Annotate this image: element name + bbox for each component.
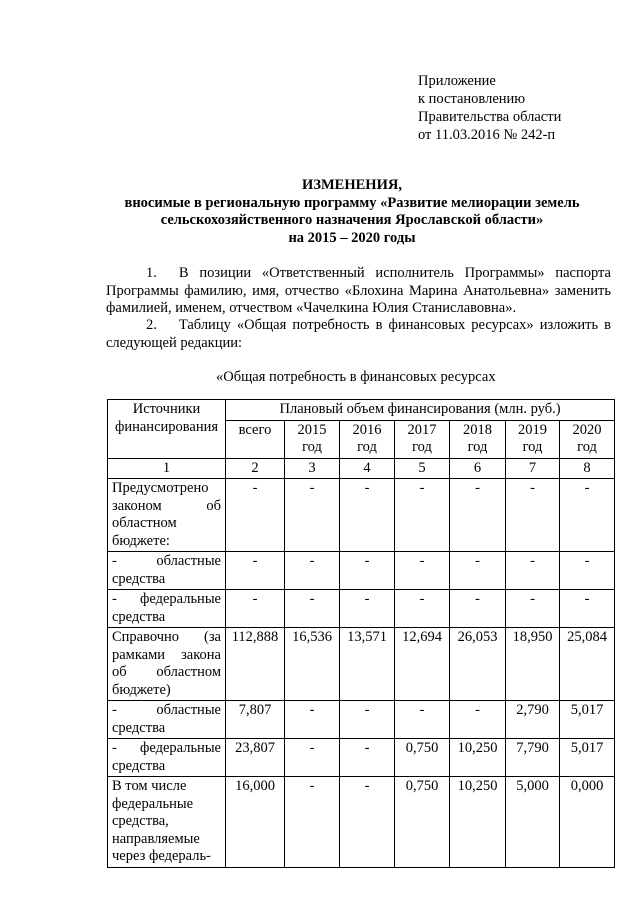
- title-line: ИЗМЕНЕНИЯ,: [302, 177, 402, 193]
- value-cell: -: [560, 552, 615, 590]
- appendix-line: к постановлению: [418, 91, 526, 107]
- source-cell: - областные средства: [108, 552, 226, 590]
- source-cell: Справочно (за рамками закона об областном бюджете): [108, 628, 226, 701]
- source-cell: - федеральные средства: [108, 590, 226, 628]
- column-number-row: [108, 458, 615, 479]
- value-cell: 16,000: [226, 777, 285, 868]
- value-cell: 5,000: [506, 777, 560, 868]
- financing-table: [107, 399, 615, 868]
- column-number: 6: [450, 458, 506, 479]
- header-year: 2015 год: [285, 420, 340, 458]
- table-row: [108, 479, 615, 552]
- value-cell: -: [395, 701, 450, 739]
- paragraph-1: [106, 265, 611, 318]
- paragraph-2: [106, 317, 611, 352]
- value-cell: -: [226, 590, 285, 628]
- value-cell: -: [226, 479, 285, 552]
- source-cell: - областные средства: [108, 701, 226, 739]
- paragraph-number: 2.: [146, 317, 157, 333]
- appendix-block: [418, 72, 561, 144]
- title-line: сельскохозяйственного назначения Ярославской области»: [160, 212, 544, 228]
- table-row: [108, 701, 615, 739]
- value-cell: -: [506, 552, 560, 590]
- header-year: 2017 год: [395, 420, 450, 458]
- value-cell: -: [560, 479, 615, 552]
- column-number: 7: [506, 458, 560, 479]
- value-cell: -: [340, 552, 395, 590]
- value-cell: 5,017: [560, 739, 615, 777]
- paragraph-text: Таблицу «Общая потребность в финансовых ресурсах» изложить в следующей редакции:: [106, 317, 611, 351]
- value-cell: -: [340, 777, 395, 868]
- title-line: на 2015 – 2020 годы: [288, 229, 416, 246]
- column-number: 5: [395, 458, 450, 479]
- column-number: 8: [560, 458, 615, 479]
- value-cell: -: [285, 479, 340, 552]
- header-year: 2016 год: [340, 420, 395, 458]
- value-cell: 7,807: [226, 701, 285, 739]
- value-cell: -: [340, 590, 395, 628]
- column-number: 2: [226, 458, 285, 479]
- value-cell: 18,950: [506, 628, 560, 701]
- value-cell: -: [285, 552, 340, 590]
- value-cell: -: [395, 479, 450, 552]
- value-cell: 10,250: [450, 739, 506, 777]
- value-cell: -: [340, 701, 395, 739]
- header-year: 2019 год: [506, 420, 560, 458]
- header-total: всего: [226, 420, 285, 458]
- table-row: [108, 739, 615, 777]
- value-cell: -: [560, 590, 615, 628]
- table-row: [108, 590, 615, 628]
- value-cell: -: [450, 590, 506, 628]
- value-cell: 13,571: [340, 628, 395, 701]
- value-cell: -: [285, 701, 340, 739]
- value-cell: 12,694: [395, 628, 450, 701]
- value-cell: 112,888: [226, 628, 285, 701]
- value-cell: -: [450, 479, 506, 552]
- value-cell: -: [395, 552, 450, 590]
- value-cell: 23,807: [226, 739, 285, 777]
- header-year: 2018 год: [450, 420, 506, 458]
- value-cell: -: [506, 479, 560, 552]
- source-cell: - федеральные средства: [108, 739, 226, 777]
- value-cell: 7,790: [506, 739, 560, 777]
- document-title: [90, 177, 614, 247]
- column-number: 1: [108, 458, 226, 479]
- value-cell: -: [395, 590, 450, 628]
- value-cell: 0,750: [395, 739, 450, 777]
- value-cell: -: [226, 552, 285, 590]
- value-cell: 10,250: [450, 777, 506, 868]
- appendix-line: Приложение: [418, 73, 496, 89]
- value-cell: -: [285, 777, 340, 868]
- paragraph-number: 1.: [146, 265, 157, 281]
- header-planned: Плановый объем финансирования (млн. руб.): [226, 400, 615, 421]
- value-cell: -: [450, 701, 506, 739]
- appendix-line: Правительства области: [418, 109, 562, 125]
- header-year: 2020 год: [560, 420, 615, 458]
- table-row: [108, 777, 615, 868]
- value-cell: -: [340, 479, 395, 552]
- table-caption: «Общая потребность в финансовых ресурсах: [216, 369, 496, 385]
- paragraph-text: В позиции «Ответственный исполнитель Программы» паспорта Программы фамилию, имя, отчество «Блохина Марина Анатольевна» заменить фамилией, именем, отчеством «Чачелкина Юлия Станиславовна».: [106, 265, 611, 316]
- value-cell: 5,017: [560, 701, 615, 739]
- column-number: 4: [340, 458, 395, 479]
- value-cell: -: [285, 590, 340, 628]
- appendix-line: от 11.03.2016 № 242-п: [418, 127, 556, 143]
- table-row: [108, 552, 615, 590]
- table-header-row: [108, 400, 615, 421]
- value-cell: 0,000: [560, 777, 615, 868]
- source-cell: В том числе федеральные средства, направляемые через федераль-: [108, 777, 226, 868]
- title-line: вносимые в региональную программу «Развитие мелиорации земель: [124, 194, 580, 211]
- value-cell: -: [285, 739, 340, 777]
- header-sources: Источники финансирования: [108, 400, 226, 459]
- value-cell: 25,084: [560, 628, 615, 701]
- source-cell: Предусмотрено законом об областном бюджете:: [108, 479, 226, 552]
- value-cell: -: [340, 739, 395, 777]
- value-cell: -: [450, 552, 506, 590]
- column-number: 3: [285, 458, 340, 479]
- value-cell: 26,053: [450, 628, 506, 701]
- value-cell: 2,790: [506, 701, 560, 739]
- value-cell: -: [506, 590, 560, 628]
- value-cell: 0,750: [395, 777, 450, 868]
- value-cell: 16,536: [285, 628, 340, 701]
- table-row: [108, 628, 615, 701]
